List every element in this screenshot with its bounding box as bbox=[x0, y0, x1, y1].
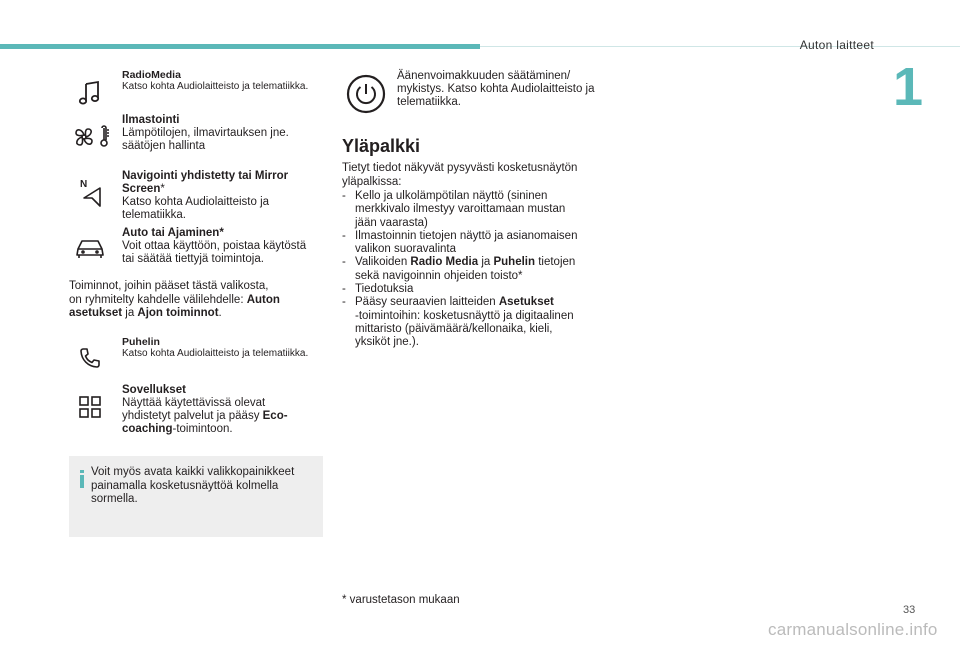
page-number: 33 bbox=[903, 604, 916, 616]
list-item-text: ja bbox=[478, 256, 494, 269]
tabs-intro-bold-ajon: Ajon toiminnot bbox=[137, 307, 219, 319]
navigointi-title-line1: Navigointi yhdistetty tai Mirror bbox=[122, 170, 289, 182]
header-accent-bar bbox=[0, 44, 480, 49]
radiomedia-entry bbox=[122, 69, 332, 93]
footnote: * varustetason mukaan bbox=[342, 594, 460, 606]
list-item-text: mittaristo (päivämäärä/kellonaika, kieli, bbox=[355, 322, 553, 335]
info-note-line2: painamalla kosketusnäyttöä kolmella bbox=[91, 479, 279, 492]
music-note-icon bbox=[78, 80, 102, 106]
list-item-text: - Kello ja ulkolämpötilan näyttö (sininen bbox=[355, 190, 548, 202]
sovellukset-line2: yhdistetyt palvelut ja pääsy bbox=[122, 410, 263, 422]
list-item-text: tietojen bbox=[535, 256, 576, 269]
list-item-text: - Ilmastoinnin tietojen näyttö ja asianomaisen bbox=[355, 229, 578, 242]
chapter-number: 1 bbox=[893, 57, 924, 117]
section-title: Auton laitteet bbox=[799, 38, 874, 52]
volume-line1: Äänenvoimakkuuden säätäminen/ bbox=[397, 70, 571, 82]
auto-line2: tai säätää tiettyjä toimintoja. bbox=[122, 253, 264, 265]
ilmastointi-entry bbox=[122, 114, 332, 153]
list-item bbox=[342, 190, 607, 230]
navigointi-line2: telematiikka. bbox=[122, 209, 186, 221]
list-item-bold: Asetukset bbox=[498, 296, 554, 309]
sovellukset-entry bbox=[122, 384, 332, 436]
auto-title: Auto tai Ajaminen bbox=[122, 227, 220, 239]
apps-grid-icon bbox=[78, 395, 102, 419]
top-bar-intro-line2: yläpalkissa: bbox=[342, 175, 402, 188]
power-button-icon bbox=[346, 74, 386, 114]
navigointi-entry bbox=[122, 170, 332, 222]
top-bar-intro-line1: Tietyt tiedot näkyvät pysyvästi kosketusnäytön bbox=[342, 162, 578, 174]
info-note-line3: sormella. bbox=[91, 493, 138, 505]
top-bar-list bbox=[342, 190, 607, 350]
ilmastointi-title: Ilmastointi bbox=[122, 114, 180, 126]
list-item-text: jään vaarasta) bbox=[355, 216, 428, 229]
svg-text:N: N bbox=[80, 179, 88, 190]
navigation-arrow-icon bbox=[78, 178, 106, 208]
ilmastointi-line1: Lämpötilojen, ilmavirtauksen jne. bbox=[122, 127, 289, 139]
sovellukset-bold-eco: Eco- bbox=[262, 410, 288, 422]
auto-line1: Voit ottaa käyttöön, poistaa käytöstä bbox=[122, 240, 307, 252]
tabs-intro-line1: Toiminnot, joihin pääset tästä valikosta, bbox=[69, 280, 269, 292]
list-item bbox=[342, 230, 607, 257]
puhelin-entry bbox=[122, 336, 332, 360]
tabs-intro-paragraph bbox=[69, 280, 329, 321]
header-divider bbox=[480, 46, 960, 47]
list-item-text: valikon suoravalinta bbox=[355, 243, 457, 256]
list-item-text: merkkivalo ilmestyy varoittamaan mustan bbox=[355, 203, 566, 216]
tabs-intro-bold-auton: Auton bbox=[246, 293, 280, 306]
list-item-text: - Tiedotuksia bbox=[355, 283, 414, 296]
radiomedia-text: Katso kohta Audiolaitteisto ja telematiikka. bbox=[122, 81, 309, 92]
info-note-text bbox=[91, 466, 316, 507]
info-icon bbox=[78, 470, 86, 488]
list-item bbox=[342, 283, 607, 296]
list-item bbox=[342, 296, 607, 349]
puhelin-text: Katso kohta Audiolaitteisto ja telematiikka. bbox=[122, 348, 309, 359]
section-heading: Yläpalkki bbox=[342, 136, 421, 156]
auto-asterisk: * bbox=[219, 227, 224, 239]
list-item-text: Pääsy seuraavien laitteiden bbox=[355, 296, 499, 309]
auto-entry bbox=[122, 227, 332, 266]
list-item-bold: Puhelin bbox=[493, 256, 536, 269]
volume-line2: mykistys. Katso kohta Audiolaitteisto ja bbox=[397, 83, 595, 95]
sovellukset-line3: -toimintoon. bbox=[172, 423, 233, 435]
list-item-text: -toimintoihin: kosketusnäyttö ja digitaalinen bbox=[355, 309, 574, 322]
watermark: carmanualsonline.info bbox=[768, 620, 938, 639]
volume-entry bbox=[397, 70, 617, 109]
ilmastointi-line2: säätöjen hallinta bbox=[122, 140, 206, 152]
sovellukset-line1: Näyttää käytettävissä olevat bbox=[122, 397, 266, 409]
navigointi-asterisk: * bbox=[160, 183, 165, 195]
navigointi-title-line2: Screen bbox=[122, 183, 161, 195]
list-item-text: sekä navigoinnin ohjeiden toisto* bbox=[355, 269, 523, 282]
tabs-intro-and: ja bbox=[122, 307, 138, 319]
info-note-line1: Voit myös avata kaikki valikkopainikkeet bbox=[91, 466, 295, 478]
list-item-text: Valikoiden bbox=[355, 256, 411, 269]
list-item-bold: Radio Media bbox=[410, 256, 479, 269]
puhelin-title: Puhelin bbox=[122, 336, 160, 348]
navigointi-line1: Katso kohta Audiolaitteisto ja bbox=[122, 196, 270, 208]
radiomedia-title: RadioMedia bbox=[122, 69, 181, 81]
tabs-intro-end: . bbox=[218, 307, 222, 319]
info-note bbox=[69, 456, 323, 537]
fan-thermometer-icon bbox=[72, 124, 112, 150]
tabs-intro-line2: on ryhmitelty kahdelle välilehdelle: bbox=[69, 293, 247, 306]
tabs-intro-bold-asetukset: asetukset bbox=[69, 307, 123, 319]
list-item-text: yksiköt jne.). bbox=[355, 336, 419, 349]
sovellukset-title: Sovellukset bbox=[122, 384, 186, 396]
phone-icon bbox=[78, 346, 102, 370]
volume-line3: telematiikka. bbox=[397, 96, 461, 108]
list-item bbox=[342, 256, 607, 283]
sovellukset-bold-coaching: coaching bbox=[122, 423, 173, 435]
top-bar-intro bbox=[342, 162, 612, 189]
car-icon bbox=[74, 237, 106, 259]
